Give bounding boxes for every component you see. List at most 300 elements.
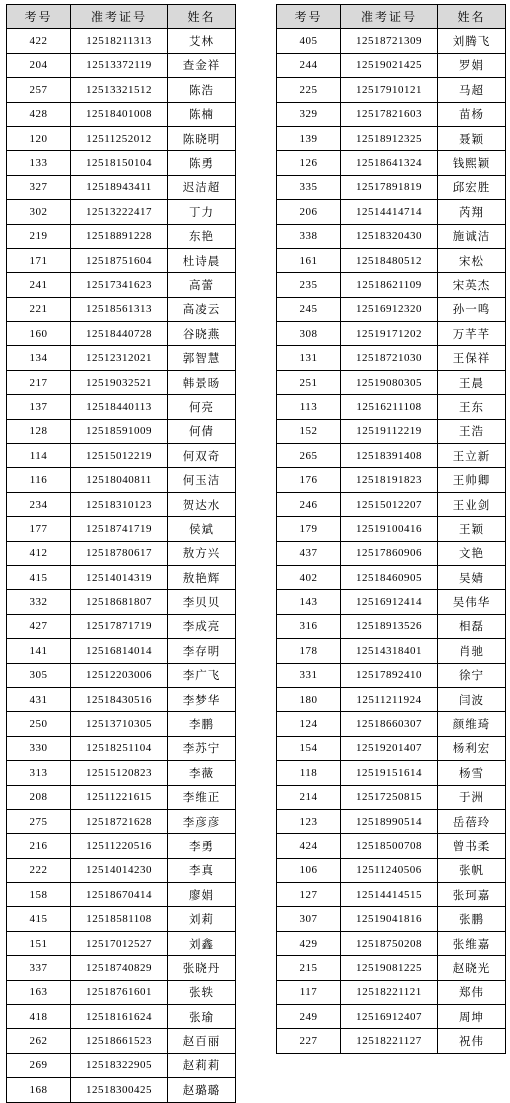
exam-no-cell: 402 — [277, 565, 341, 589]
header-admission-no: 准考证号 — [341, 5, 438, 29]
table-row — [7, 761, 236, 785]
header-name: 姓名 — [168, 5, 236, 29]
exam-no-cell: 424 — [277, 834, 341, 858]
name-cell: 王浩 — [438, 419, 506, 443]
exam-no-cell: 177 — [7, 517, 71, 541]
admission-no-cell: 12518480512 — [341, 248, 438, 272]
table-row — [7, 346, 236, 370]
exam-no-cell: 305 — [7, 663, 71, 687]
exam-no-cell: 216 — [7, 834, 71, 858]
table-row — [7, 736, 236, 760]
name-cell: 王晨 — [438, 370, 506, 394]
table-row — [7, 444, 236, 468]
exam-no-cell: 431 — [7, 687, 71, 711]
name-cell: 施诚洁 — [438, 224, 506, 248]
name-cell: 杨雪 — [438, 761, 506, 785]
left-roster-table — [6, 4, 236, 1103]
admission-no-cell: 12517860906 — [341, 541, 438, 565]
exam-no-cell: 116 — [7, 468, 71, 492]
name-cell: 周坤 — [438, 1005, 506, 1029]
name-cell: 刘鑫 — [168, 931, 236, 955]
table-row — [277, 224, 506, 248]
exam-no-cell: 422 — [7, 29, 71, 53]
name-cell: 李梦华 — [168, 687, 236, 711]
exam-no-cell: 141 — [7, 639, 71, 663]
exam-no-cell: 114 — [7, 444, 71, 468]
exam-no-cell: 126 — [277, 151, 341, 175]
admission-no-cell: 12518661523 — [71, 1029, 168, 1053]
admission-no-cell: 12518721309 — [341, 29, 438, 53]
exam-no-cell: 151 — [7, 931, 71, 955]
admission-no-cell: 12518761601 — [71, 980, 168, 1004]
table-row — [277, 517, 506, 541]
admission-no-cell: 12511240506 — [341, 858, 438, 882]
table-row — [277, 883, 506, 907]
admission-no-cell: 12514014230 — [71, 858, 168, 882]
name-cell: 杜诗晨 — [168, 248, 236, 272]
admission-no-cell: 12518751604 — [71, 248, 168, 272]
admission-no-cell: 12519112219 — [341, 419, 438, 443]
name-cell: 颜维琦 — [438, 712, 506, 736]
exam-no-cell: 245 — [277, 297, 341, 321]
name-cell: 迟洁超 — [168, 175, 236, 199]
admission-no-cell: 12511211924 — [341, 687, 438, 711]
name-cell: 闫波 — [438, 687, 506, 711]
admission-no-cell: 12519201407 — [341, 736, 438, 760]
table-row — [7, 980, 236, 1004]
name-cell: 张珂嘉 — [438, 883, 506, 907]
name-cell: 高蕾 — [168, 273, 236, 297]
admission-no-cell: 12518300425 — [71, 1078, 168, 1102]
admission-no-cell: 12518440113 — [71, 395, 168, 419]
exam-no-cell: 331 — [277, 663, 341, 687]
admission-no-cell: 12518591009 — [71, 419, 168, 443]
table-row — [277, 200, 506, 224]
admission-no-cell: 12518460905 — [341, 565, 438, 589]
table-row — [277, 956, 506, 980]
admission-no-cell: 12517821603 — [341, 102, 438, 126]
header-name: 姓名 — [438, 5, 506, 29]
admission-no-cell: 12518221127 — [341, 1029, 438, 1053]
admission-no-cell: 12516912407 — [341, 1005, 438, 1029]
admission-no-cell: 12518500708 — [341, 834, 438, 858]
admission-no-cell: 12513710305 — [71, 712, 168, 736]
name-cell: 贺达水 — [168, 492, 236, 516]
exam-no-cell: 161 — [277, 248, 341, 272]
table-row — [7, 297, 236, 321]
exam-no-cell: 221 — [7, 297, 71, 321]
admission-no-cell: 12517341623 — [71, 273, 168, 297]
exam-no-cell: 128 — [7, 419, 71, 443]
admission-no-cell: 12517892410 — [341, 663, 438, 687]
exam-no-cell: 143 — [277, 590, 341, 614]
name-cell: 陈浩 — [168, 78, 236, 102]
name-cell: 张维嘉 — [438, 931, 506, 955]
table-row — [277, 785, 506, 809]
name-cell: 谷晓燕 — [168, 322, 236, 346]
name-cell: 李存明 — [168, 639, 236, 663]
table-row — [7, 1029, 236, 1053]
header-row — [7, 5, 236, 29]
table-row — [277, 370, 506, 394]
table-row — [277, 395, 506, 419]
table-row — [277, 761, 506, 785]
name-cell: 文艳 — [438, 541, 506, 565]
table-row — [277, 419, 506, 443]
header-exam-no: 考号 — [277, 5, 341, 29]
exam-no-cell: 227 — [277, 1029, 341, 1053]
admission-no-cell: 12512312021 — [71, 346, 168, 370]
admission-no-cell: 12511220516 — [71, 834, 168, 858]
right-roster-table — [276, 4, 506, 1054]
exam-no-cell: 217 — [7, 370, 71, 394]
admission-no-cell: 12518561313 — [71, 297, 168, 321]
table-row — [7, 931, 236, 955]
exam-no-cell: 313 — [7, 761, 71, 785]
exam-no-cell: 269 — [7, 1053, 71, 1077]
name-cell: 何倩 — [168, 419, 236, 443]
exam-no-cell: 251 — [277, 370, 341, 394]
exam-no-cell: 246 — [277, 492, 341, 516]
table-row — [7, 151, 236, 175]
table-row — [7, 200, 236, 224]
table-row — [7, 883, 236, 907]
exam-no-cell: 307 — [277, 907, 341, 931]
left-table-body — [7, 29, 236, 1102]
exam-no-cell: 208 — [7, 785, 71, 809]
table-row — [7, 809, 236, 833]
name-cell: 罗娟 — [438, 53, 506, 77]
name-cell: 宋英杰 — [438, 273, 506, 297]
name-cell: 何玉洁 — [168, 468, 236, 492]
name-cell: 王业剑 — [438, 492, 506, 516]
table-row — [7, 126, 236, 150]
name-cell: 王立新 — [438, 444, 506, 468]
admission-no-cell: 12518681807 — [71, 590, 168, 614]
admission-no-cell: 12518401008 — [71, 102, 168, 126]
admission-no-cell: 12519151614 — [341, 761, 438, 785]
name-cell: 郭智慧 — [168, 346, 236, 370]
exam-no-cell: 160 — [7, 322, 71, 346]
table-row — [7, 53, 236, 77]
admission-no-cell: 12514414515 — [341, 883, 438, 907]
name-cell: 李广飞 — [168, 663, 236, 687]
name-cell: 王保祥 — [438, 346, 506, 370]
table-row — [277, 1005, 506, 1029]
exam-no-cell: 163 — [7, 980, 71, 1004]
exam-no-cell: 127 — [277, 883, 341, 907]
table-row — [277, 809, 506, 833]
exam-no-cell: 118 — [277, 761, 341, 785]
admission-no-cell: 12518621109 — [341, 273, 438, 297]
admission-no-cell: 12518251104 — [71, 736, 168, 760]
exam-no-cell: 428 — [7, 102, 71, 126]
exam-no-cell: 415 — [7, 565, 71, 589]
admission-no-cell: 12514318401 — [341, 639, 438, 663]
name-cell: 赵晓光 — [438, 956, 506, 980]
name-cell: 于洲 — [438, 785, 506, 809]
table-row — [277, 858, 506, 882]
name-cell: 丁力 — [168, 200, 236, 224]
name-cell: 高凌云 — [168, 297, 236, 321]
admission-no-cell: 12517012527 — [71, 931, 168, 955]
exam-no-cell: 265 — [277, 444, 341, 468]
table-row — [7, 419, 236, 443]
name-cell: 钱熙颖 — [438, 151, 506, 175]
admission-no-cell: 12517891819 — [341, 175, 438, 199]
admission-no-cell: 12515012219 — [71, 444, 168, 468]
admission-no-cell: 12518670414 — [71, 883, 168, 907]
admission-no-cell: 12518150104 — [71, 151, 168, 175]
table-row — [7, 712, 236, 736]
admission-no-cell: 12518040811 — [71, 468, 168, 492]
table-row — [277, 248, 506, 272]
name-cell: 王帅卿 — [438, 468, 506, 492]
admission-no-cell: 12518912325 — [341, 126, 438, 150]
name-cell: 东艳 — [168, 224, 236, 248]
admission-no-cell: 12519100416 — [341, 517, 438, 541]
table-row — [277, 151, 506, 175]
table-row — [7, 663, 236, 687]
exam-no-cell: 171 — [7, 248, 71, 272]
name-cell: 苗杨 — [438, 102, 506, 126]
exam-no-cell: 437 — [277, 541, 341, 565]
exam-no-cell: 329 — [277, 102, 341, 126]
table-row — [277, 444, 506, 468]
exam-no-cell: 335 — [277, 175, 341, 199]
admission-no-cell: 12516912320 — [341, 297, 438, 321]
exam-no-cell: 234 — [7, 492, 71, 516]
exam-no-cell: 123 — [277, 809, 341, 833]
table-row — [7, 614, 236, 638]
exam-no-cell: 250 — [7, 712, 71, 736]
admission-no-cell: 12518641324 — [341, 151, 438, 175]
exam-no-cell: 415 — [7, 907, 71, 931]
name-cell: 徐宁 — [438, 663, 506, 687]
name-cell: 李真 — [168, 858, 236, 882]
name-cell: 张瑜 — [168, 1005, 236, 1029]
exam-no-cell: 302 — [7, 200, 71, 224]
name-cell: 李薇 — [168, 761, 236, 785]
table-row — [277, 322, 506, 346]
table-row — [7, 29, 236, 53]
name-cell: 张晓丹 — [168, 956, 236, 980]
exam-no-cell: 241 — [7, 273, 71, 297]
table-row — [7, 1005, 236, 1029]
admission-no-cell: 12518750208 — [341, 931, 438, 955]
name-cell: 陈勇 — [168, 151, 236, 175]
admission-no-cell: 12518581108 — [71, 907, 168, 931]
table-row — [7, 224, 236, 248]
exam-no-cell: 131 — [277, 346, 341, 370]
exam-no-cell: 154 — [277, 736, 341, 760]
name-cell: 李成亮 — [168, 614, 236, 638]
admission-no-cell: 12518211313 — [71, 29, 168, 53]
admission-no-cell: 12518191823 — [341, 468, 438, 492]
table-row — [7, 322, 236, 346]
exam-no-cell: 405 — [277, 29, 341, 53]
name-cell: 李维正 — [168, 785, 236, 809]
exam-no-cell: 176 — [277, 468, 341, 492]
admission-no-cell: 12515120823 — [71, 761, 168, 785]
table-row — [277, 468, 506, 492]
name-cell: 李勇 — [168, 834, 236, 858]
table-row — [7, 590, 236, 614]
exam-no-cell: 214 — [277, 785, 341, 809]
table-row — [277, 29, 506, 53]
name-cell: 张轶 — [168, 980, 236, 1004]
admission-no-cell: 12518430516 — [71, 687, 168, 711]
name-cell: 李苏宁 — [168, 736, 236, 760]
exam-no-cell: 262 — [7, 1029, 71, 1053]
name-cell: 何亮 — [168, 395, 236, 419]
exam-no-cell: 330 — [7, 736, 71, 760]
name-cell: 郑伟 — [438, 980, 506, 1004]
table-row — [7, 1078, 236, 1102]
name-cell: 祝伟 — [438, 1029, 506, 1053]
exam-no-cell: 222 — [7, 858, 71, 882]
name-cell: 陈晓明 — [168, 126, 236, 150]
table-row — [277, 614, 506, 638]
name-cell: 芮翔 — [438, 200, 506, 224]
table-row — [7, 468, 236, 492]
name-cell: 艾林 — [168, 29, 236, 53]
admission-no-cell: 12518891228 — [71, 224, 168, 248]
table-row — [7, 687, 236, 711]
exam-no-cell: 235 — [277, 273, 341, 297]
table-row — [7, 858, 236, 882]
name-cell: 吴伟华 — [438, 590, 506, 614]
table-row — [277, 492, 506, 516]
admission-no-cell: 12512203006 — [71, 663, 168, 687]
admission-no-cell: 12513321512 — [71, 78, 168, 102]
table-row — [277, 931, 506, 955]
table-row — [277, 736, 506, 760]
exam-no-cell: 275 — [7, 809, 71, 833]
admission-no-cell: 12518660307 — [341, 712, 438, 736]
table-row — [277, 590, 506, 614]
table-row — [277, 907, 506, 931]
table-row — [7, 78, 236, 102]
admission-no-cell: 12518913526 — [341, 614, 438, 638]
name-cell: 曾书柔 — [438, 834, 506, 858]
name-cell: 敖艳辉 — [168, 565, 236, 589]
exam-no-cell: 219 — [7, 224, 71, 248]
exam-no-cell: 429 — [277, 931, 341, 955]
header-admission-no: 准考证号 — [71, 5, 168, 29]
name-cell: 何双奇 — [168, 444, 236, 468]
admission-no-cell: 12519080305 — [341, 370, 438, 394]
admission-no-cell: 12518780617 — [71, 541, 168, 565]
table-row — [277, 541, 506, 565]
exam-no-cell: 134 — [7, 346, 71, 370]
table-row — [277, 126, 506, 150]
admission-no-cell: 12514014319 — [71, 565, 168, 589]
admission-no-cell: 12518391408 — [341, 444, 438, 468]
name-cell: 廖娟 — [168, 883, 236, 907]
admission-no-cell: 12518740829 — [71, 956, 168, 980]
table-row — [7, 1053, 236, 1077]
table-row — [277, 102, 506, 126]
admission-no-cell: 12515012207 — [341, 492, 438, 516]
exam-no-cell: 179 — [277, 517, 341, 541]
table-row — [277, 663, 506, 687]
name-cell: 刘莉 — [168, 907, 236, 931]
admission-no-cell: 12519021425 — [341, 53, 438, 77]
table-row — [7, 834, 236, 858]
table-row — [7, 907, 236, 931]
name-cell: 王东 — [438, 395, 506, 419]
name-cell: 马超 — [438, 78, 506, 102]
exam-no-cell: 133 — [7, 151, 71, 175]
name-cell: 王颖 — [438, 517, 506, 541]
exam-no-cell: 316 — [277, 614, 341, 638]
table-row — [7, 248, 236, 272]
admission-no-cell: 12518161624 — [71, 1005, 168, 1029]
name-cell: 邱宏胜 — [438, 175, 506, 199]
exam-no-cell: 206 — [277, 200, 341, 224]
exam-no-cell: 204 — [7, 53, 71, 77]
exam-no-cell: 338 — [277, 224, 341, 248]
table-row — [7, 956, 236, 980]
right-table-body — [277, 29, 506, 1053]
name-cell: 吴婧 — [438, 565, 506, 589]
table-row — [7, 492, 236, 516]
table-row — [277, 175, 506, 199]
header-row — [277, 5, 506, 29]
exam-no-cell: 152 — [277, 419, 341, 443]
table-row — [7, 785, 236, 809]
admission-no-cell: 12518990514 — [341, 809, 438, 833]
table-row — [277, 78, 506, 102]
table-row — [7, 370, 236, 394]
exam-no-cell: 180 — [277, 687, 341, 711]
name-cell: 赵百丽 — [168, 1029, 236, 1053]
table-row — [7, 175, 236, 199]
name-cell: 李贝贝 — [168, 590, 236, 614]
exam-no-cell: 427 — [7, 614, 71, 638]
table-row — [7, 565, 236, 589]
exam-no-cell: 178 — [277, 639, 341, 663]
name-cell: 孙一鸣 — [438, 297, 506, 321]
name-cell: 敖方兴 — [168, 541, 236, 565]
exam-no-cell: 124 — [277, 712, 341, 736]
name-cell: 相磊 — [438, 614, 506, 638]
admission-no-cell: 12519041816 — [341, 907, 438, 931]
name-cell: 李彦彦 — [168, 809, 236, 833]
exam-no-cell: 215 — [277, 956, 341, 980]
exam-no-cell: 225 — [277, 78, 341, 102]
exam-no-cell: 418 — [7, 1005, 71, 1029]
admission-no-cell: 12519171202 — [341, 322, 438, 346]
header-exam-no: 考号 — [7, 5, 71, 29]
exam-no-cell: 137 — [7, 395, 71, 419]
table-row — [277, 1029, 506, 1053]
name-cell: 侯斌 — [168, 517, 236, 541]
table-row — [277, 639, 506, 663]
admission-no-cell: 12517910121 — [341, 78, 438, 102]
name-cell: 韩景旸 — [168, 370, 236, 394]
exam-no-cell: 332 — [7, 590, 71, 614]
exam-no-cell: 117 — [277, 980, 341, 1004]
admission-no-cell: 12518440728 — [71, 322, 168, 346]
name-cell: 肖驰 — [438, 639, 506, 663]
name-cell: 刘腾飞 — [438, 29, 506, 53]
name-cell: 陈楠 — [168, 102, 236, 126]
admission-no-cell: 12518322905 — [71, 1053, 168, 1077]
admission-no-cell: 12516211108 — [341, 395, 438, 419]
name-cell: 赵莉莉 — [168, 1053, 236, 1077]
